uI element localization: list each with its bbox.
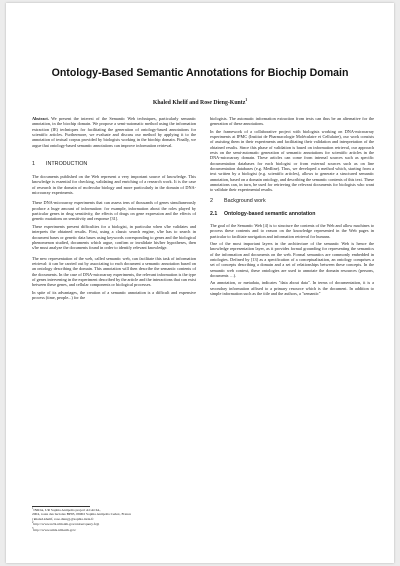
body-paragraph: The goal of the Semantic Web [4] is to structure the contents of the Web and allow machines to process these contents and to reason on the knowledge represented in the Web pages in particular to facilitate navigation and information retrieval for humans. [210,222,374,239]
paper-title: Ontology-Based Semantic Annotations for Biochip Domain [51,67,349,79]
section-1-number: 1 [32,161,35,168]
body-paragraph: biologists. The automatic information extraction from texts can thus be an alternative for the generation of these annotations. [210,116,374,127]
author-names: Khaled Khelif and Rose Dieng-Kuntz [152,99,246,106]
abstract-text: We present the interest of the Semantic Web techniques, particularly semantic annotation, in the biochip domain. We propose a semi-automatic method using the information extraction (IE) techniques for facilitating the generation of ontology-based annotations for scientific articles. Furthermore, we evaluate and discuss our method by applying it to the annotation of textual corpus provided by biologists working in the biochip domain. Finally, we argue that ontology-based semantic annotations can improve information retrieval. [32,116,196,148]
intro-paragraph: These DNA-microarray experiments that can assess tens of thousands of genes simultaneously produce a huge amount of information: for example, information about the roles played by particular genes in drug sensitivity, the effects of drugs on gene expression and the effects of genetic mutations on sensitivity and response [31]. [32,200,196,222]
footnote-email: {khaled.khelif, rose.dieng}@sophia.inria.fr [32,516,94,521]
body-paragraph: An annotation, or metadata, indicates "data about data". In terms of documentation, it is a secondary information affixed to a primary resource which is the document. In addition to simple information such as the title and the authors, a "semantic" [210,280,374,296]
body-paragraph: In the framework of a collaborative project with biologists working on DNA-microarray experiments at IPMC (Institut de Pharmacologie Moléculaire et Cellulaire), our work consists of assisting them in their experiments and facilitating their validation and interpretation of the obtained results. Since this phase of validation is based on information retrieval, our approach rests on the semi-automatic generation of semantic annotations for scientific articles in the DNA-microarray domain. These articles can come from internal sources such as specific documentation databases for each biologist or from external sources such as on line documentation databases (e.g. Medline). Thus, we developed a method which, starting from a text written by a biologist (e.g. scientific articles), allows to generate a structured semantic annotation, based on a domain ontology, and describing the semantic contents of this text. These annotations can, in turn, be used for retrieving the relevant documents for biologists who want to validate their experimental results. [210,128,374,193]
section-2-heading [210,198,374,205]
footnote-mark: 2 [32,521,34,525]
subsection-2-1-number: 2.1 [210,210,218,217]
paper-authors [6,98,394,106]
section-1-title: INTRODUCTION [46,161,88,168]
body-paragraph: One of the most important layers in the architecture of the semantic Web is hence the knowledge representation layer, as it provides formal grounding for representing the semantics of the information and documents on the web. Formal semantics are commonly embedded in ontologies. Defined by [13] as a specification of a conceptualization, an ontology comprises a set of concepts describing a domain and a set of relationships between these concepts. In the semantic web context, these ontologies are used to annotate the domain resources (persons, documents …). [210,240,374,278]
intro-paragraph: The documents published on the Web represent a very important source of knowledge. This knowledge is essential for checking, validating and enriching of a research work. It is the case of research in the domain of molecular biology and more particularly in the domain of DNA-microarray experiments. [32,174,196,196]
subsection-2-1-heading [210,211,374,218]
section-2-number: 2 [210,197,213,204]
intro-paragraph: These experiments present difficulties for a biologist, in particular when s/he validates and interprets the obtained results. First, using a classic search engine, s/he has to search in document bases or genetic data bases using keywords corresponding to genes and the biological phenomenon studied, documents which argue, confirm or invalidate his/her hypotheses, then s/he must analyze the documents found in order to identify relevant knowledge. [32,223,196,251]
intro-paragraph: In spite of its advantages, the creation of a semantic annotation is a difficult and expensive process (time, people...) for the [32,289,196,300]
intro-paragraph: The new representation of the web, called semantic web, can facilitate this task of information retrieval: it can be carried out by associating to each document a semantic annotation based on an ontology describing the domain. This annotation will then describe the semantic contents of the documents. In the case of DNA-microarray experiments, the relevant information is the type of genes intervening in the experiment described by the article and the interactions that can exist between these genes, and cellular components or biological processes. [32,255,196,288]
subsection-2-1-title: Ontology-based semantic annotation [224,210,316,217]
section-2-title: Background work [224,197,266,204]
footnote-link[interactable]: http://www.ncbi.nlm.nih.gov/entrez/query.fcgi [33,522,100,527]
right-column [210,116,374,298]
abstract-label: Abstract. [32,116,49,121]
paper-page [6,3,394,563]
footnote-link[interactable]: http://www.umls.nlm.nih.gov/ [33,527,77,532]
author-footnote-mark: 1 [245,98,248,102]
footnote-text: INRIA, UR Sophia Antipolis project ACACIA, [33,508,101,513]
footnote-mark: 1 [32,507,34,510]
footnote-umls-url [32,527,196,532]
footnote-address: 2004, route des lucioles BP93, 06902 Sophia Antipolis Cedex, France [32,512,132,517]
footnotes [32,506,196,532]
section-1-heading [32,161,196,168]
abstract [32,116,196,148]
footnote-mark: 3 [32,526,34,530]
left-column [32,116,196,302]
